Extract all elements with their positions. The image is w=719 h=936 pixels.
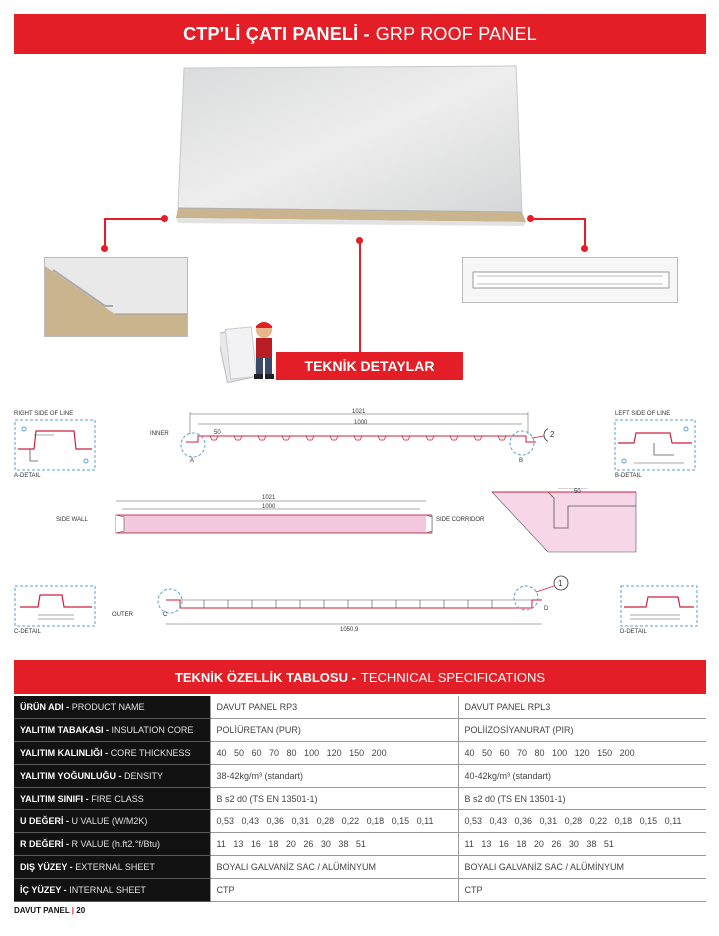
- label-en: PRODUCT NAME: [71, 702, 145, 713]
- rp3-value: BOYALI GALVANİZ SAC / ALÜMİNYUM: [210, 856, 458, 879]
- label-en: INTERNAL SHEET: [69, 884, 146, 895]
- connector-right-dot: [581, 245, 588, 252]
- row-label: [14, 742, 210, 765]
- connector-center-v: [359, 240, 361, 354]
- a-detail-label: A-DETAIL: [14, 473, 41, 479]
- joint-detail-drawing: [488, 488, 640, 556]
- label-tr: ÜRÜN ADI -: [20, 702, 70, 713]
- specs-title-light: TECHNICAL SPECIFICATIONS: [360, 669, 546, 685]
- rp3-value: 11 13 16 18 20 26 30 38 51: [210, 833, 458, 856]
- side-corridor-label: SIDE CORRIDOR: [436, 517, 485, 523]
- connector-left-v: [104, 218, 106, 248]
- label-tr: YALITIM YOĞUNLUĞU -: [20, 770, 122, 781]
- specs-table: [14, 696, 706, 902]
- connector-left-top-dot: [161, 215, 168, 222]
- outer-profile-drawing: [150, 574, 570, 634]
- label-tr: İÇ YÜZEY -: [20, 884, 67, 895]
- technical-details-heading: TEKNİK DETAYLAR: [276, 352, 463, 380]
- label-en: CORE THICKNESS: [110, 747, 191, 758]
- b-detail-label: B-DETAIL: [615, 473, 642, 479]
- label-en: EXTERNAL SHEET: [75, 861, 155, 872]
- rp3-value: CTP: [210, 878, 458, 901]
- table-row: [14, 719, 706, 742]
- d-detail-label: D-DETAIL: [620, 629, 647, 635]
- title-light: GRP ROOF PANEL: [375, 23, 537, 44]
- rp3-value: B s2 d0 (TS EN 13501-1): [210, 787, 458, 810]
- rpl3-value: BOYALI GALVANİZ SAC / ALÜMİNYUM: [458, 856, 706, 879]
- edge-detail-drawing-left: [45, 258, 188, 337]
- rp3-value: POLİÜRETAN (PUR): [210, 719, 458, 742]
- rpl3-value: CTP: [458, 878, 706, 901]
- inner-dim-overall: 1021: [352, 409, 366, 415]
- d-detail-drawing: [620, 585, 698, 627]
- table-row: [14, 878, 706, 901]
- label-tr: YALITIM SINIFI -: [20, 793, 89, 804]
- table-row: [14, 856, 706, 879]
- rpl3-value: B s2 d0 (TS EN 13501-1): [458, 787, 706, 810]
- rpl3-value: DAVUT PANEL RPL3: [458, 696, 706, 719]
- panel-section-drawing: [108, 495, 434, 539]
- row-label: [14, 764, 210, 787]
- row-label: [14, 696, 210, 719]
- label-en: FIRE CLASS: [91, 793, 144, 804]
- connector-right-h: [530, 218, 585, 220]
- b-detail-drawing: [614, 419, 696, 471]
- outer-point-c: C: [163, 612, 168, 618]
- specs-title-bold: TEKNİK ÖZELLİK TABLOSU -: [174, 669, 356, 685]
- row-label: [14, 719, 210, 742]
- table-row: [14, 742, 706, 765]
- footer-separator: |: [71, 906, 75, 915]
- footer-brand: DAVUT PANEL: [14, 906, 70, 915]
- outer-point-d: D: [544, 606, 549, 612]
- profile-detail-drawing-right: [463, 258, 678, 303]
- table-row: [14, 810, 706, 833]
- row-label: [14, 878, 210, 901]
- edge-detail-photo-left: [44, 257, 188, 337]
- right-side-of-line-label: RIGHT SIDE OF LINE: [14, 411, 74, 417]
- label-en: DENSITY: [124, 770, 164, 781]
- left-side-of-line-label: LEFT SIDE OF LINE: [615, 411, 671, 417]
- a-detail-drawing: [14, 419, 96, 471]
- inner-rib-value: 50: [214, 430, 221, 436]
- c-detail-drawing: [14, 585, 96, 627]
- table-row: [14, 696, 706, 719]
- rp3-value: 0,53 0,43 0,36 0,31 0,28 0,22 0,18 0,15 0,11: [210, 810, 458, 833]
- label-tr: R DEĞERİ -: [20, 839, 70, 850]
- table-row: [14, 787, 706, 810]
- rpl3-value: 40 50 60 70 80 100 120 150 200: [458, 742, 706, 765]
- section-dim-overall: 1021: [262, 495, 276, 501]
- label-tr: U DEĞERİ -: [20, 816, 70, 827]
- inner-point-b: B: [519, 458, 524, 464]
- c-detail-label: C-DETAIL: [14, 629, 41, 635]
- rp3-value: 40 50 60 70 80 100 120 150 200: [210, 742, 458, 765]
- connector-left-dot: [101, 245, 108, 252]
- rp3-value: DAVUT PANEL RP3: [210, 696, 458, 719]
- table-row: [14, 764, 706, 787]
- section-dim-cover: 1000: [262, 504, 276, 510]
- inner-label: INNER: [150, 431, 169, 437]
- label-en: INSULATION CORE: [111, 725, 194, 736]
- joint-detail-dim: 50: [574, 489, 581, 495]
- inner-point-a: A: [190, 458, 195, 464]
- connector-left-h: [104, 218, 166, 220]
- label-en: U VALUE (W/M2K): [71, 816, 148, 827]
- outer-label: OUTER: [112, 612, 133, 618]
- row-label: [14, 787, 210, 810]
- rpl3-value: 0,53 0,43 0,36 0,31 0,28 0,22 0,18 0,15 0,11: [458, 810, 706, 833]
- inner-dim-cover: 1000: [354, 420, 368, 426]
- connector-right-v: [584, 218, 586, 248]
- connector-right-top-dot: [527, 215, 534, 222]
- outer-callout: 1: [558, 579, 563, 588]
- worker-mascot-illustration: [220, 318, 284, 384]
- rpl3-value: POLİİZOSİYANURAT (PIR): [458, 719, 706, 742]
- rpl3-value: 40-42kg/m³ (standart): [458, 764, 706, 787]
- inner-callout: 2: [550, 430, 555, 439]
- title-bold: CTP'Lİ ÇATI PANELİ -: [183, 23, 370, 44]
- inner-profile-drawing: [176, 408, 548, 468]
- specs-heading: [14, 660, 706, 694]
- rpl3-value: 11 13 16 18 20 26 30 38 51: [458, 833, 706, 856]
- page-title: [14, 14, 706, 54]
- profile-detail-photo-right: [462, 257, 678, 303]
- row-label: [14, 856, 210, 879]
- label-en: R VALUE (h.ft2.°f/Btu): [71, 839, 160, 850]
- row-label: [14, 810, 210, 833]
- footer-page-number: 20: [76, 906, 86, 915]
- table-row: [14, 833, 706, 856]
- outer-dim-total: 1050,9: [340, 627, 359, 633]
- roof-panel-image: [170, 62, 530, 230]
- page-footer: [14, 906, 85, 915]
- row-label: [14, 833, 210, 856]
- label-tr: YALITIM TABAKASI -: [20, 725, 109, 736]
- label-tr: YALITIM KALINLIĞI -: [20, 747, 109, 758]
- rp3-value: 38-42kg/m³ (standart): [210, 764, 458, 787]
- side-wall-label: SIDE WALL: [56, 517, 88, 523]
- label-tr: DIŞ YÜZEY -: [20, 861, 73, 872]
